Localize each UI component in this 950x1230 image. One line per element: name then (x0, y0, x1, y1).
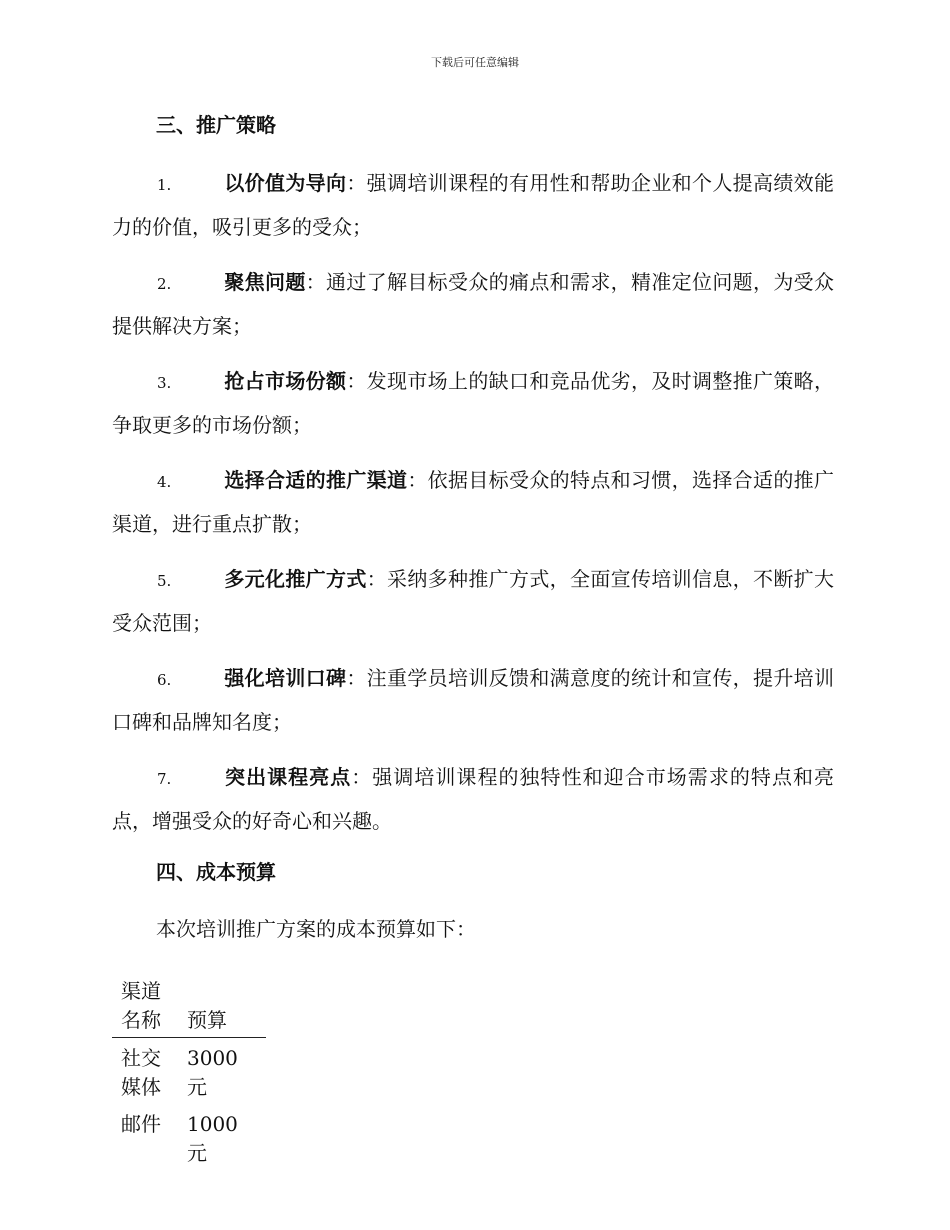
item-text: ：注重学员培训反馈和满意度的统计和宣传，提升培训口碑和品牌知名度； (112, 666, 835, 734)
item-term: 抢占市场份额 (224, 369, 347, 393)
strategy-item-3 (112, 360, 834, 446)
item-text: ：强调培训课程的有用性和帮助企业和个人提高绩效能力的价值，吸引更多的受众； (112, 171, 835, 239)
strategy-item-1 (112, 162, 834, 248)
cell-channel-name: 社交媒体 (121, 1046, 161, 1099)
item-term: 选择合适的推广渠道 (224, 468, 408, 492)
item-number: 7. (157, 770, 172, 788)
item-number: 6. (157, 671, 172, 689)
strategy-item-6 (112, 657, 834, 743)
page-header: 下载后可任意编辑 (431, 56, 519, 69)
document-body (112, 108, 834, 1170)
item-number: 4. (157, 473, 172, 491)
column-header-budget: 预算 (178, 973, 266, 1038)
item-text: ：强调培训课程的独特性和迎合市场需求的特点和亮点，增强受众的好奇心和兴趣。 (112, 765, 835, 833)
table-row (112, 1038, 266, 1105)
table-header-row (112, 973, 266, 1038)
item-number: 5. (157, 572, 172, 590)
item-number: 3. (157, 374, 172, 392)
section-heading-promotion-strategy: 三、推广策略 (156, 113, 276, 137)
item-term: 多元化推广方式 (224, 567, 367, 591)
item-term: 强化培训口碑 (224, 666, 347, 690)
item-term: 突出课程亮点 (224, 765, 352, 789)
item-term: 以价值为导向 (224, 171, 347, 195)
item-text: ：发现市场上的缺口和竞品优劣，及时调整推广策略，争取更多的市场份额； (112, 369, 835, 437)
cell-channel-name: 邮件 (121, 1112, 161, 1136)
cell-budget: 3000 元 (187, 1046, 238, 1099)
strategy-item-4 (112, 459, 834, 545)
strategy-item-5 (112, 558, 834, 644)
item-number: 2. (157, 275, 172, 293)
item-text: ：依据目标受众的特点和习惯，选择合适的推广渠道，进行重点扩散； (112, 468, 835, 536)
item-number: 1. (157, 176, 172, 194)
table-row (112, 1104, 266, 1170)
budget-intro: 本次培训推广方案的成本预算如下： (156, 917, 476, 941)
budget-table (112, 973, 266, 1170)
strategy-item-2 (112, 261, 834, 347)
item-text: ：通过了解目标受众的痛点和需求，精准定位问题，为受众提供解决方案； (112, 270, 835, 338)
section-heading-cost-budget: 四、成本预算 (156, 860, 276, 884)
column-header-channel-name: 渠道名称 (112, 973, 178, 1038)
strategy-item-7 (112, 756, 834, 842)
cell-budget: 1000 元 (187, 1112, 238, 1165)
item-text: ：采纳多种推广方式，全面宣传培训信息，不断扩大受众范围； (112, 567, 835, 635)
item-term: 聚焦问题 (224, 270, 306, 294)
